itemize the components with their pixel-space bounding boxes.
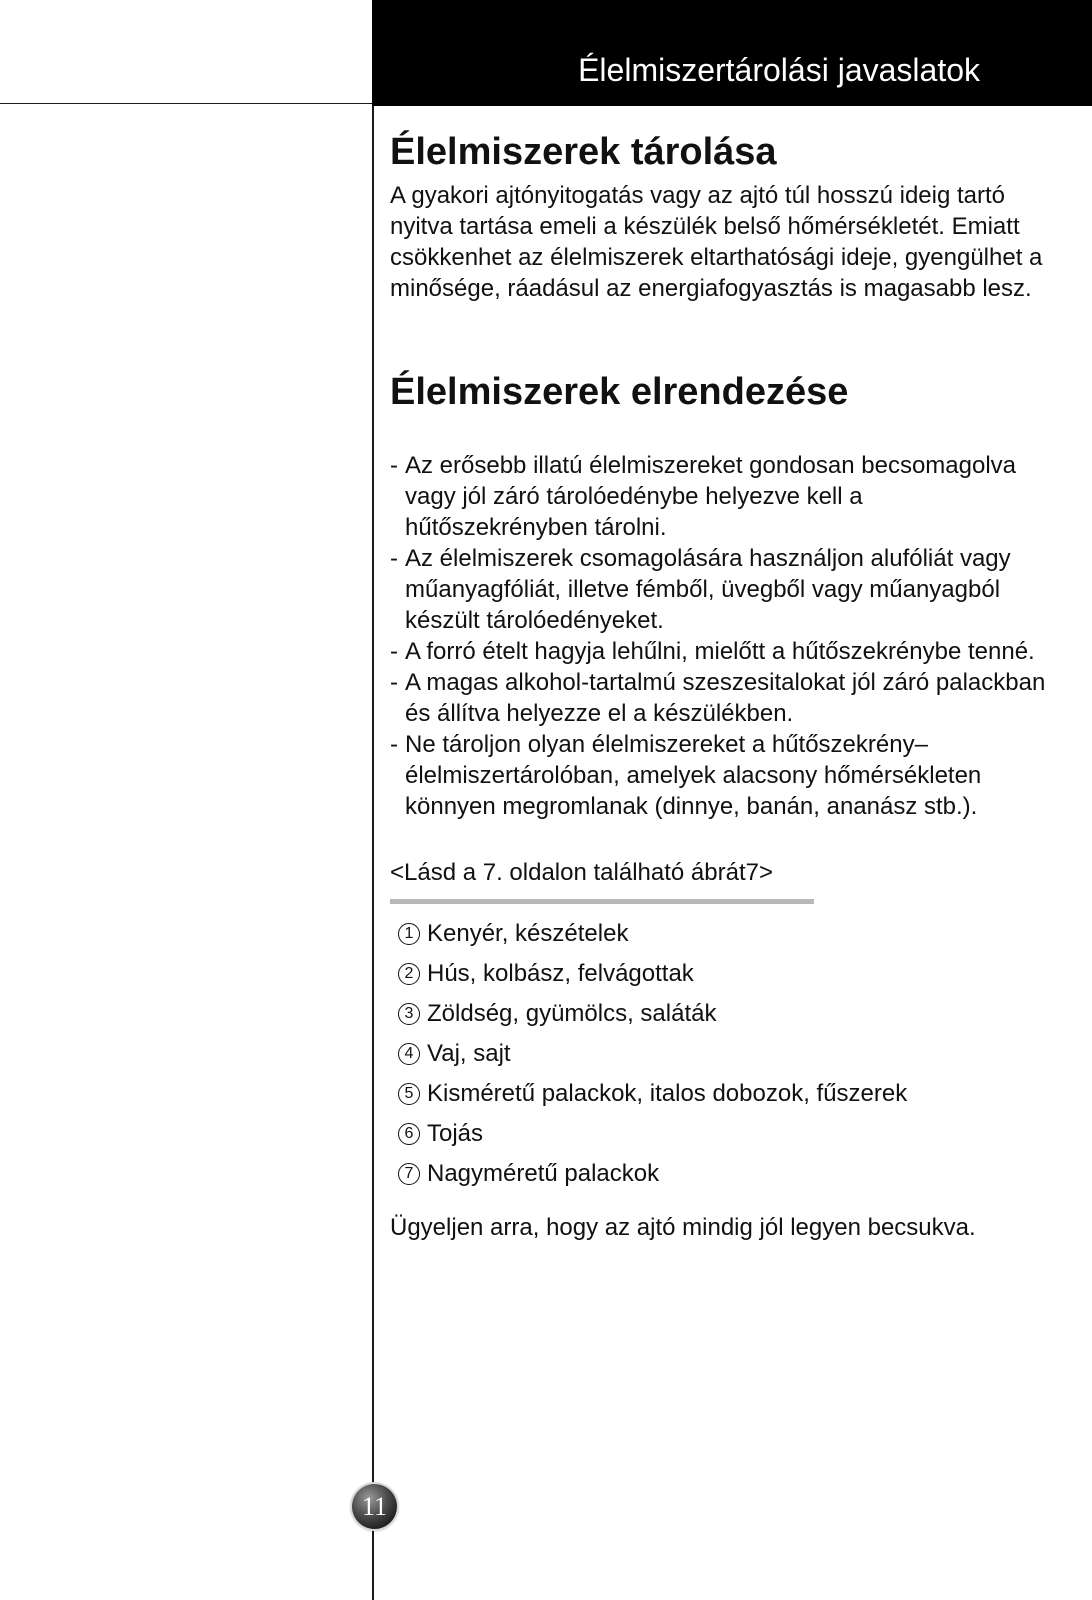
list-item-label: Kisméretű palackok, italos dobozok, fűszerek [427,1080,908,1108]
circled-number: 2 [398,963,420,985]
page-number: 11 [361,1491,388,1521]
list-item-label: Zöldség, gyümölcs, saláták [427,1000,717,1028]
list-item [390,1114,1050,1154]
bullet-text: A forró ételt hagyja lehűlni, mielőtt a hűtőszekrénybe tenné. [405,638,1035,666]
section-title-storage: Élelmiszerek tárolása [390,131,777,173]
circled-number: 3 [398,1003,420,1025]
circled-number: 7 [398,1163,420,1185]
list-item-label: Tojás [427,1120,484,1148]
storage-zone-list [390,914,1050,1194]
bullet-item [390,450,1050,543]
dash-marker: - [390,669,398,697]
circled-number: 5 [398,1083,420,1105]
bullet-item [390,543,1050,636]
dash-marker: - [390,638,398,666]
dash-marker: - [390,731,398,759]
bullet-item [390,667,1050,729]
dash-marker: - [390,452,398,480]
list-item-label: Hús, kolbász, felvágottak [427,960,694,988]
arrangement-bullet-list [390,450,1050,822]
list-item-label: Nagyméretű palackok [427,1160,660,1188]
list-item [390,914,1050,954]
bullet-text: A magas alkohol-tartalmú szeszesitalokat jól záró palackban és állítva helyezze el a készülékben. [405,669,1046,728]
vertical-divider [372,0,374,1600]
reference-underline [390,899,814,904]
circled-number: 1 [398,923,420,945]
header-left-rule [0,103,372,104]
list-item [390,1034,1050,1074]
closing-note: Ügyeljen arra, hogy az ajtó mindig jól legyen becsukva. [390,1214,976,1242]
circled-number: 4 [398,1043,420,1065]
list-item-label: Kenyér, készételek [427,920,629,948]
list-item [390,1074,1050,1114]
header-bar [372,0,1092,106]
circled-number: 6 [398,1123,420,1145]
main-content [390,130,1050,1267]
dash-marker: - [390,545,398,573]
bullet-item [390,636,1050,667]
page-number-badge [352,1484,397,1529]
storage-paragraph: A gyakori ajtónyitogatás vagy az ajtó túl hosszú ideig tartó nyitva tartása emeli a készülék belső hőmérsékletét. Emiatt csökkenhet az élelmiszerek eltarthatósági ideje, gyengülhet a minősége, ráadásul az energiafogyasztás is magasabb lesz. [390,181,1043,302]
bullet-text: Ne tároljon olyan élelmiszereket a hűtőszekrény–élelmiszertárolóban, amelyek alacsony hőmérsékleten könnyen megromlanak (dinnye, banán, ananász stb.). [405,731,982,821]
list-item [390,994,1050,1034]
figure-reference: <Lásd a 7. oldalon található ábrát7> [390,859,773,887]
list-item [390,1154,1050,1194]
bullet-item [390,729,1050,822]
header-title: Élelmiszertárolási javaslatok [578,52,980,88]
list-item [390,954,1050,994]
bullet-text: Az élelmiszerek csomagolására használjon alufóliát vagy műanyagfóliát, illetve fémből, üvegből vagy műanyagból készült tárolóedényeket. [405,545,1011,635]
bullet-text: Az erősebb illatú élelmiszereket gondosan becsomagolva vagy jól záró tárolóedénybe helyezve kell a hűtőszekrényben tárolni. [405,452,1017,542]
list-item-label: Vaj, sajt [427,1040,511,1068]
section-title-arrangement: Élelmiszerek elrendezése [390,370,849,413]
